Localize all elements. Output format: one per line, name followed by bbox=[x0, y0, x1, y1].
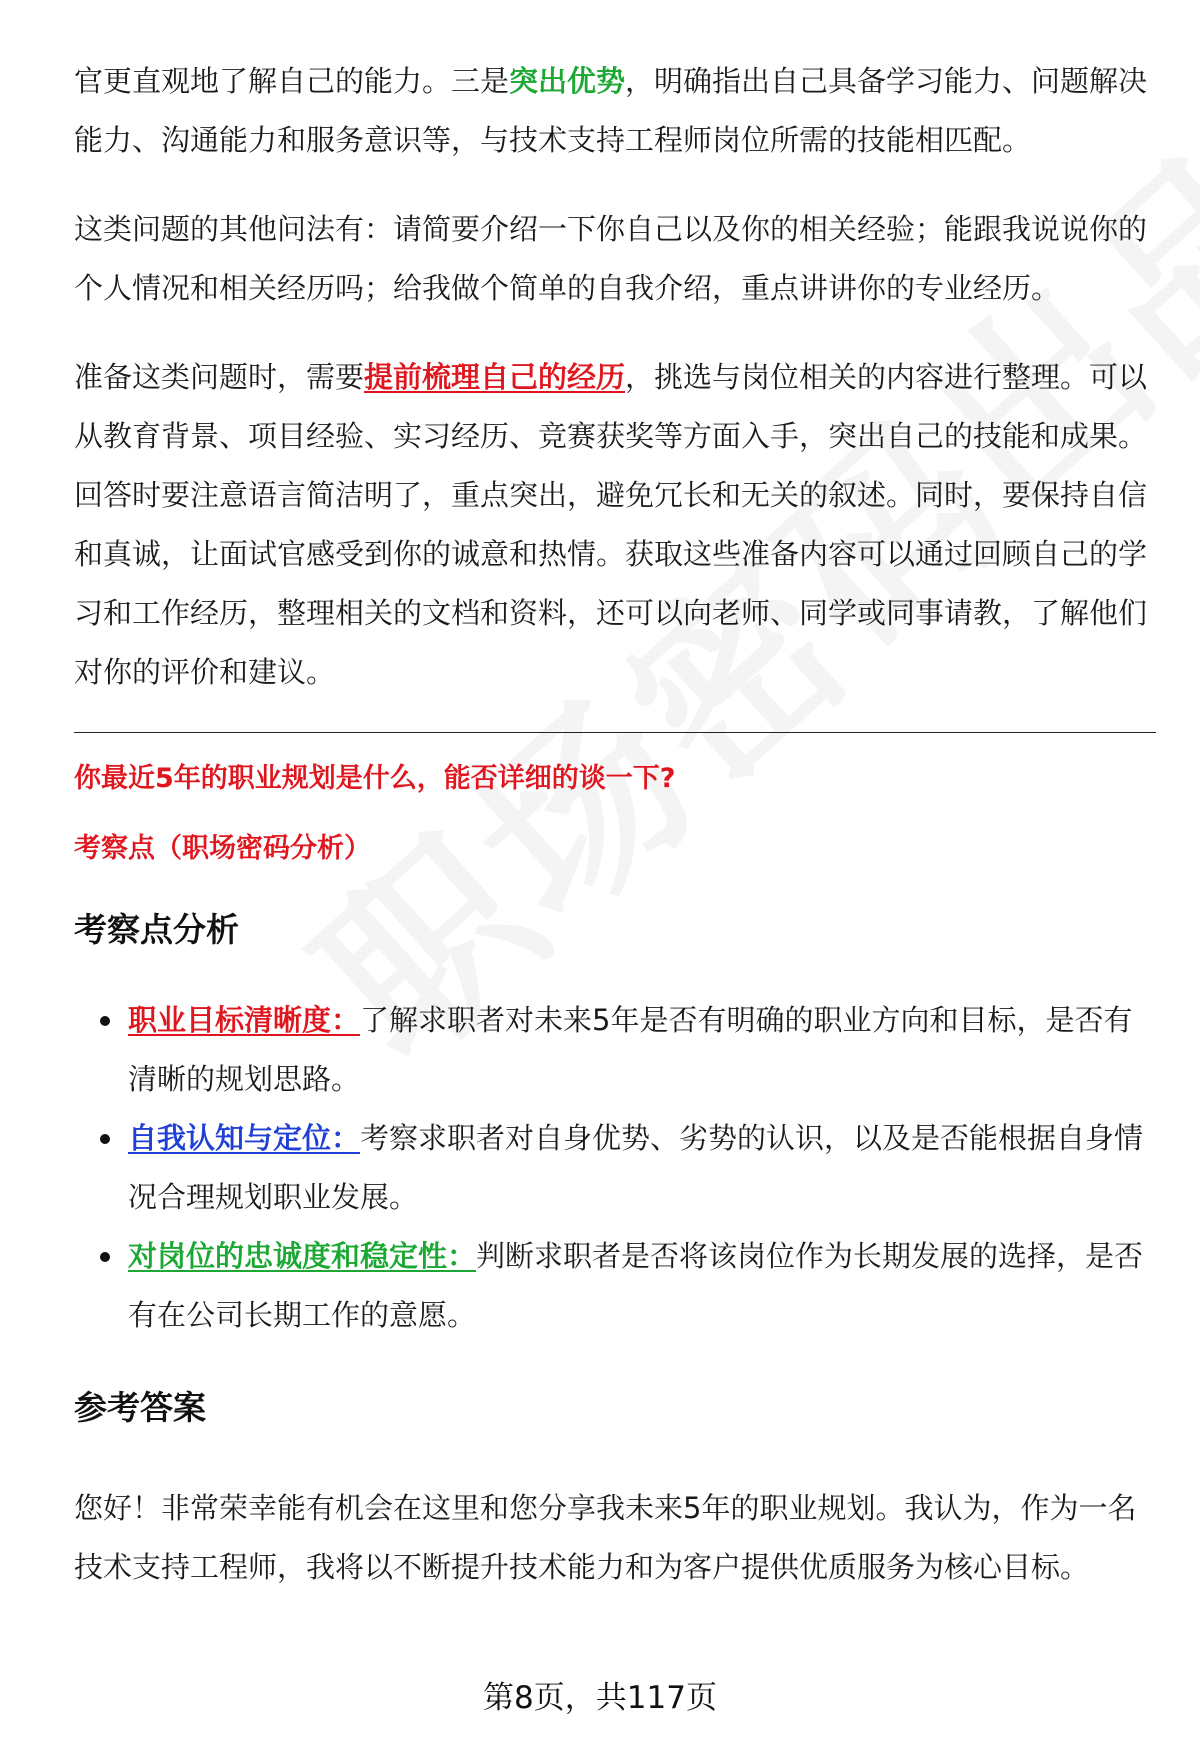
paragraph-text: 准备这类问题时，需要 bbox=[74, 360, 365, 394]
paragraph-text: ，明确指出自己具备学习能力、问题解决能力、沟通能力和服务意识等，与技术支持工程师岗位所需的技能相匹配。 bbox=[74, 64, 1148, 157]
point-label: 对岗位的忠诚度和稳定性： bbox=[128, 1239, 477, 1273]
point-text: 了解求职者对未来5年是否有明确的职业方向和目标，是否有清晰的规划思路。 bbox=[128, 1003, 1133, 1096]
paragraph-preparation bbox=[74, 348, 1154, 702]
document-content bbox=[74, 52, 1154, 1597]
paragraph-alternatives: 这类问题的其他问法有：请简要介绍一下你自己以及你的相关经验；能跟我说说你的个人情况和相关经历吗；给我做个简单的自我介绍，重点讲讲你的专业经历。 bbox=[74, 212, 1148, 305]
highlight-strengths: 突出优势 bbox=[509, 64, 626, 98]
point-label: 职业目标清晰度： bbox=[128, 1003, 361, 1037]
point-text: 判断求职者是否将该岗位作为长期发展的选择，是否有在公司长期工作的意愿。 bbox=[128, 1239, 1144, 1332]
point-label: 自我认知与定位： bbox=[128, 1121, 361, 1155]
analysis-point bbox=[74, 1227, 1154, 1345]
question-subtitle: 考察点（职场密码分析） bbox=[74, 833, 371, 864]
highlight-sort-experience: 提前梳理自己的经历 bbox=[364, 360, 626, 394]
interview-question: 你最近5年的职业规划是什么，能否详细的谈一下? bbox=[74, 763, 676, 794]
analysis-point bbox=[74, 1109, 1154, 1227]
bullet-icon bbox=[100, 1134, 110, 1144]
analysis-heading: 考察点分析 bbox=[74, 910, 239, 949]
bullet-icon bbox=[100, 1016, 110, 1026]
page-number: 第8页，共117页 bbox=[483, 1680, 717, 1716]
answer-paragraph: 您好！非常荣幸能有机会在这里和您分享我未来5年的职业规划。我认为，作为一名技术支持工程师，我将以不断提升技术能力和为客户提供优质服务为核心目标。 bbox=[74, 1491, 1137, 1584]
paragraph-text: 官更直观地了解自己的能力。三是 bbox=[74, 64, 510, 98]
answer-heading: 参考答案 bbox=[74, 1388, 206, 1427]
analysis-point bbox=[74, 991, 1154, 1109]
analysis-list bbox=[74, 991, 1154, 1345]
section-divider bbox=[74, 732, 1156, 733]
point-text: 考察求职者对自身优势、劣势的认识，以及是否能根据自身情况合理规划职业发展。 bbox=[128, 1121, 1144, 1214]
paragraph-strengths bbox=[74, 52, 1154, 170]
bullet-icon bbox=[100, 1252, 110, 1262]
paragraph-text: ，挑选与岗位相关的内容进行整理。可以从教育背景、项目经验、实习经历、竞赛获奖等方面入手，突出自己的技能和成果。回答时要注意语言简洁明了，重点突出，避免冗长和无关的叙述。同时，要保持自信和真诚，让面试官感受到你的诚意和热情。获取这些准备内容可以通过回顾自己的学习和工作经历，整理相关的文档和资料，还可以向老师、同学或同事请教，了解他们对你的评价和建议。 bbox=[74, 360, 1148, 689]
